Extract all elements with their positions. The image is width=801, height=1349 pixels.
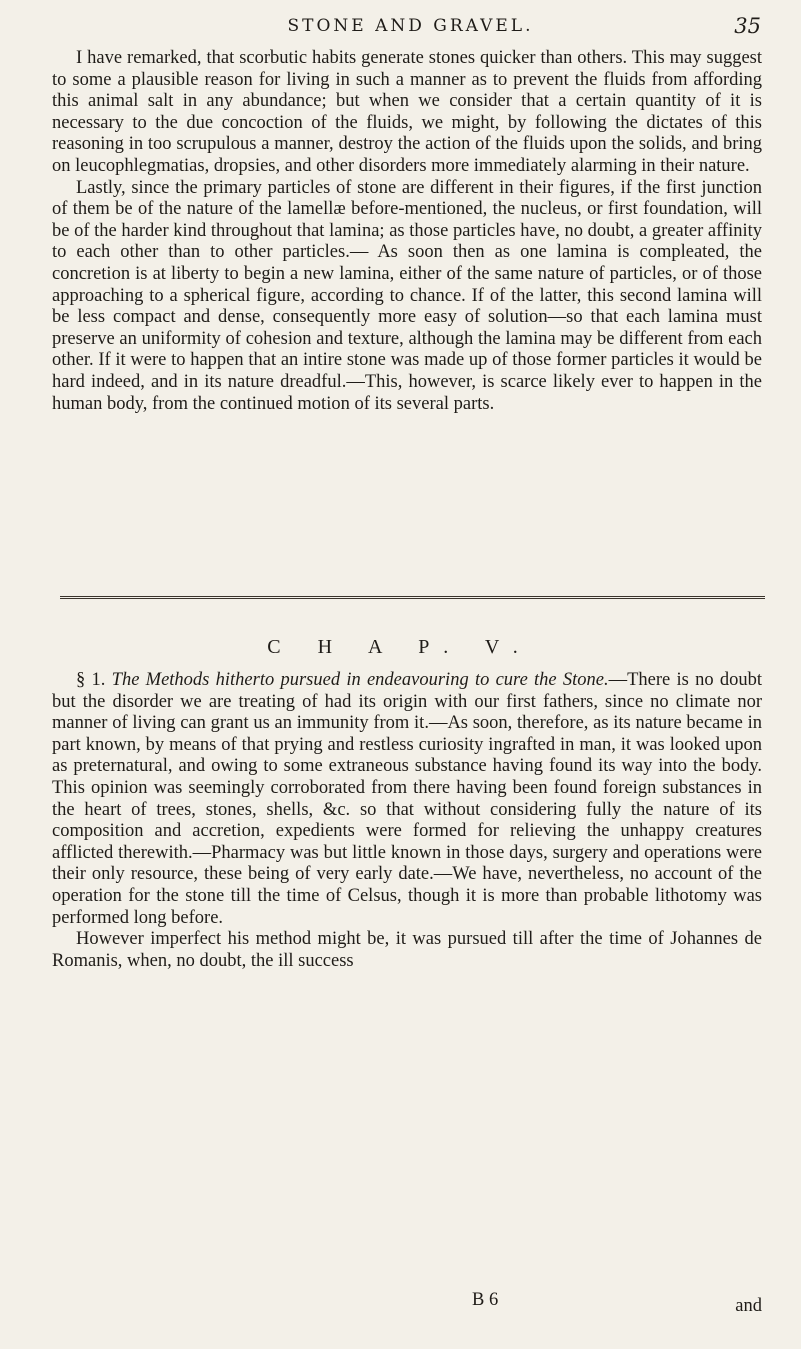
section-title: The Methods hitherto pursued in endeavouring to cure the Stone. [111, 670, 609, 690]
section-divider-rule [60, 596, 765, 599]
running-head [60, 10, 761, 40]
page-number: 35 [734, 14, 761, 38]
text-block-stone-formation [52, 48, 762, 415]
catchline [52, 1290, 762, 1314]
section-mark: § 1. [76, 670, 106, 690]
text-block-chapter-v [52, 670, 762, 972]
paragraph-scorbutic: I have remarked, that scorbutic habits generate stones quicker than others. This may suggest to some a plausible reason for living in such a manner as to prevent the fluids from affording this animal salt in any abundance; but when we consider that a certain quantity of it is necessary to the due concoction of the fluids, we might, by following the dictates of this reasoning in too scrupulous a manner, destroy the action of the fluids upon the solids, and bring on leucophlegmatias, dropsies, and other disorders more immediately alarming in their nature. [52, 48, 762, 176]
catchword: and [735, 1296, 762, 1316]
paragraph-methods-text: —There is no doubt but the disorder we are treating of had its origin with our first fathers, since no climate nor manner of living can grant us an immunity from it.—As soon, therefore, as its nature became in part known, by means of that prying and restless curiosity ingrafted in man, it was looked upon as preternatural, and owing to some extraneous substance having found its way into the body. This opinion was seemingly corroborated from there having been found foreign substances in the heart of trees, stones, shells, &c. so that without considering fully the nature of its composition and accretion, expedients were formed for relieving the unhappy creatures afflicted therewith.—Pharmacy was but little known in those days, surgery and operations were their only resource, these being of very early date.—We have, nevertheless, no account of the operation for the stone till the time of Celsus, though it is more than probable lithotomy was performed long before. [52, 670, 763, 928]
paragraph-methods [52, 670, 762, 929]
chapter-heading: C H A P. V. [267, 636, 534, 658]
running-title: STONE AND GRAVEL. [287, 16, 534, 36]
signature-mark: B 6 [472, 1290, 499, 1310]
paragraph-lamina: Lastly, since the primary particles of stone are different in their figures, if the first junction of them be of the nature of the lamellæ before-mentioned, the nucleus, or first foundation, will be of the harder kind throughout that lamina; as those particles have, no doubt, a greater affinity to each other than to other particles.— As soon then as one lamina is compleated, the concretion is at liberty to begin a new lamina, either of the same nature of particles, or of those approaching to a spherical figure, according to chance. If of the latter, this second lamina will be less compact and dense, consequently more easy of solution—so that each lamina must preserve an uniformity of cohesion and texture, although the lamina may be different from each other. If it were to happen that an intire stone was made up of those former particles it would be hard indeed, and in its nature dreadful.—This, however, is scarce likely ever to happen in the human body, from the continued motion of its several parts. [52, 177, 762, 414]
paragraph-johannes: However imperfect his method might be, it was pursued till after the time of Johannes de Romanis, when, no doubt, the ill success [52, 929, 762, 971]
